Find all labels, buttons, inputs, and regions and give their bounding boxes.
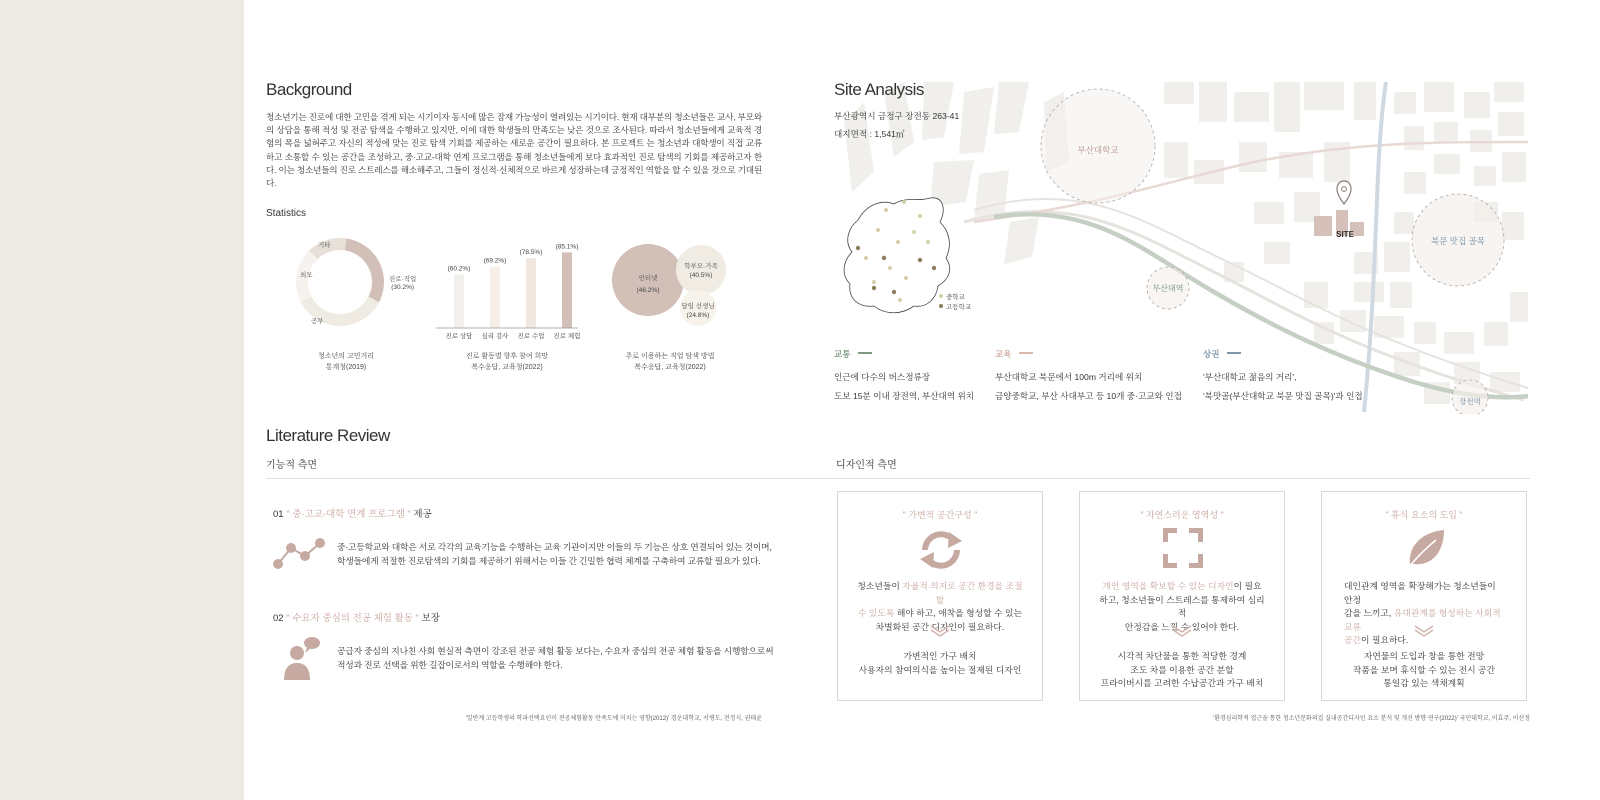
donut-caption-source: 통계청(2019) <box>325 364 367 371</box>
background-paragraph: 청소년기는 진로에 대한 고민을 겪게 되는 시기이자 동시에 많은 잠재 가능성이 열려있는 시기이다. 현재 대부분의 청소년들은 교사, 부모와의 상담을 통해 적성 및 전공 탐색을 수행하고 있지만, 이에 대한 학생들의 만족도는 낮은 것으로 조사된다. 따라서 청소년들에게 교육적 경험의 폭을 넓혀주고 자신의 적성에 맞는 진로 탐색 기회를 제공하는 새로운 공간이 필요하다. 본 프로젝트 는 청소년과 대학생이 직접 교류하고 소통할 수 있는 공간을 조성하고, 중·고교-대학 연계 프로그램을 통해 청소년들에게 보다 효과적인 진로 탐색의 기회를 제공하고자 한다. 이는 청소년들의 진로 스트레스를 해소해주고, 그들이 정신적·신체적으로 바르게 성장하는데 긍정적인 역할을 할 수 있을 것으로 기대된다. <box>266 112 762 189</box>
card-variable-h2: 수 있도록 <box>857 608 895 618</box>
chevron-down-icon <box>929 624 951 638</box>
bar-chart <box>432 240 582 346</box>
person-speech-icon <box>282 636 322 680</box>
transport-line2: 도보 15분 이내 장전역, 부산대역 위치 <box>834 391 975 401</box>
bubble-chart <box>606 238 736 338</box>
transport-title: 교통 <box>834 349 851 359</box>
bar <box>490 266 500 328</box>
transport-line1: 인근에 다수의 버스정류장 <box>834 372 931 382</box>
bubble-parents-name: 학부모·가족 <box>684 263 718 270</box>
site-category-education <box>995 344 1182 403</box>
functional-item-01-title <box>273 506 432 520</box>
donut-slice <box>345 238 384 302</box>
card-variable-b4: 차별화된 공간 디자인이 필요하다. <box>875 621 1005 632</box>
site-category-commerce <box>1203 344 1363 403</box>
bubble-teacher-name: 담임 선생님 <box>681 303 715 310</box>
card-rest-foot <box>1322 650 1526 691</box>
bar-caption-source: 복수응답, 교육청(2022) <box>471 364 543 371</box>
item-01-body-line1: 중·고등학교와 대학은 서로 각각의 교육기능을 수행하는 교육 기관이지만 이들의 두 기능은 상호 연결되어 있는 것이며, <box>337 542 772 552</box>
site-area: 대지면적 : 1,541㎡ <box>834 129 905 139</box>
site-category-transport <box>834 344 974 403</box>
map-label-univ: 부산대학교 <box>1077 145 1119 155</box>
map-label-station-busan: 부산대역 <box>1152 284 1184 293</box>
functional-heading: 기능적 측면 <box>266 460 318 471</box>
card-variable-line1 <box>856 580 1024 607</box>
card-variable-line2 <box>856 607 1024 621</box>
card-territory-f1: 시각적 차단물을 통한 적당한 경계 <box>1117 651 1247 661</box>
card-rest-f3: 통일감 있는 색채계획 <box>1383 678 1465 688</box>
functional-citation: '일반계 고등학생의 학과선택요인이 전공체험활동 만족도에 미치는 영향(2012)' 경운대학교, 서병도, 전정식, 권태윤 <box>465 716 762 722</box>
card-territory-f3: 프라이버시를 고려한 수납공간과 가구 배치 <box>1100 678 1264 688</box>
bubble-caption-title: 주로 이용하는 직업 탐색 방법 <box>625 353 715 360</box>
design-heading: 디자인적 측면 <box>836 460 897 471</box>
legend-high-label: 고등학교 <box>946 304 972 311</box>
bubble-parents-pct: (40.5%) <box>689 272 713 279</box>
card-territory-foot <box>1080 650 1284 691</box>
donut-label-career-pct: (30.2%) <box>391 284 415 291</box>
item-01-highlight: " 중·고교-대학 연계 프로그램 " <box>286 509 411 520</box>
functional-item-02-title <box>273 610 440 624</box>
bar <box>562 252 572 328</box>
bar-category-label: 진로 체험 <box>553 333 581 340</box>
literature-divider <box>266 478 1530 479</box>
education-title: 교육 <box>995 349 1012 359</box>
design-card-territory <box>1079 491 1285 701</box>
bar-caption <box>447 351 567 373</box>
legend-middle-label: 중학교 <box>946 294 965 301</box>
item-01-body <box>337 541 777 568</box>
donut-caption <box>296 351 396 373</box>
left-margin-band <box>0 0 244 800</box>
item-02-body <box>337 645 777 672</box>
item-02-suffix: 보장 <box>418 613 440 624</box>
bar-category-label: 진로 수업 <box>517 333 545 340</box>
education-line1: 부산대학교 북문에서 100m 거리에 위치 <box>995 372 1143 382</box>
bar-category-label: 진로 상담 <box>445 333 473 340</box>
item-02-body-line1: 공급자 중심의 지나친 사회 현실적 측면이 강조된 전공 체험 활동 보다는, 수요자 중심의 전공 체험 활동을 시행함으로써 <box>337 646 774 656</box>
commerce-line <box>1227 352 1241 354</box>
item-01-num: 01 <box>273 509 284 520</box>
card-variable-b1: 청소년들이 <box>857 581 903 591</box>
card-rest-title: " 휴식 요소의 도입 " <box>1385 510 1463 520</box>
transport-line <box>858 352 872 354</box>
bubble-label-internet <box>630 273 666 297</box>
card-rest-f1: 자연물의 도입과 창을 통한 전망 <box>1363 651 1485 661</box>
card-rest-c4: 이 필요하다. <box>1361 635 1409 645</box>
literature-title: Literature Review <box>266 426 390 445</box>
card-rest-c2: 유대관계를 형성하는 사회적 교류 <box>1344 608 1501 632</box>
item-02-highlight: " 수요자 중심의 전공 체험 활동 " <box>286 613 419 624</box>
commerce-line1: '부산대학교 젊음의 거리', <box>1203 372 1297 382</box>
card-variable-f2: 사용자의 참여의식을 높이는 절제된 디자인 <box>858 664 1022 675</box>
card-territory-title: " 자연스러운 영역성 " <box>1140 510 1224 520</box>
leaf-icon <box>1404 526 1448 570</box>
bar-category-label: 심리 검사 <box>481 333 509 340</box>
legend-high-dot <box>939 304 943 308</box>
design-citation: '환경심리학적 접근을 통한 청소년문화의집 실내공간디자인 요소 분석 및 개선 방향 연구(2022)' 국민대학교, 이효주, 이선정 <box>1212 716 1530 722</box>
card-territory-h1: 개인 영역을 확보할 수 있는 디자인 <box>1102 581 1234 591</box>
card-variable-title: " 가변적 공간구성 " <box>902 510 978 520</box>
bar <box>454 274 464 328</box>
donut-label-career <box>389 276 416 292</box>
site-pin-icon <box>1337 181 1351 204</box>
statistics-title: Statistics <box>266 208 307 219</box>
map-label-food-alley: 북문 맛집 골목 <box>1431 236 1485 246</box>
card-rest-c1: 감을 느끼고, <box>1344 608 1394 618</box>
card-rest-c3: 공간 <box>1344 635 1361 645</box>
bubble-caption-source: 복수응답, 교육청(2022) <box>634 364 706 371</box>
chevron-down-icon <box>1171 624 1193 638</box>
chevron-down-icon <box>1413 624 1435 638</box>
card-variable-foot <box>838 650 1042 677</box>
design-card-rest <box>1321 491 1527 701</box>
card-territory-b2: 이 필요 <box>1233 581 1262 591</box>
bubble-internet-name: 인터넷 <box>638 275 658 282</box>
card-variable-f1: 가변적인 가구 배치 <box>903 651 977 661</box>
card-territory-b3: 하고, 청소년들이 스트레스를 통제하여 심리적 <box>1099 594 1265 618</box>
network-graph-icon <box>272 536 328 570</box>
card-territory-b4: 안정감을 느낄 수 있어야 한다. <box>1124 621 1240 632</box>
bar-value-label: (78.5%) <box>519 249 543 257</box>
donut-label-career-name: 진로·직업 <box>389 276 417 283</box>
card-variable-h1: 자율적 의지로 공간 환경을 조절할 <box>902 581 1023 605</box>
education-line2: 금양중학교, 부산 사대부고 등 10개 중·고교와 인접 <box>995 391 1182 401</box>
donut-caption-title: 청소년의 고민거리 <box>317 353 375 360</box>
bar <box>526 258 536 328</box>
refresh-cycle-icon <box>916 528 966 572</box>
corners-frame-icon <box>1163 528 1203 568</box>
district-outline <box>844 198 950 313</box>
donut-label-etc: 기타 <box>318 242 331 249</box>
bubble-label-teacher <box>677 302 719 320</box>
bar-value-label: (60.2%) <box>447 265 471 273</box>
item-01-suffix: 제공 <box>410 509 432 520</box>
card-rest-f2: 작품을 보며 휴식할 수 있는 전시 공간 <box>1352 664 1496 675</box>
card-variable-b3: 해야 하고, 애착을 형성할 수 있는 <box>894 608 1023 618</box>
education-line <box>1019 352 1033 354</box>
bubble-internet-pct: (46.2%) <box>636 287 660 294</box>
site-title: Site Analysis <box>834 80 924 99</box>
bubble-teacher-pct: (24.8%) <box>686 312 710 319</box>
bar-value-label: (85.1%) <box>555 243 579 251</box>
background-title: Background <box>266 80 352 99</box>
map-label-jangjeon: 장전역 <box>1459 397 1481 406</box>
card-rest-b1: 대인관계 영역을 확장해가는 청소년들이 안정 <box>1344 581 1496 605</box>
item-02-num: 02 <box>273 613 284 624</box>
bubble-caption <box>610 351 730 373</box>
donut-label-study: 공부 <box>311 318 324 325</box>
card-territory-line1 <box>1098 580 1266 594</box>
design-card-variable <box>837 491 1043 701</box>
item-02-body-line2: 적성과 진로 선택을 위한 길잡이로서의 역할을 수행해야 한다. <box>337 659 563 670</box>
site-address: 부산광역시 금정구 장전동 263-41 <box>834 111 960 121</box>
card-territory-f2: 조도 차를 이용한 공간 분할 <box>1130 664 1234 675</box>
bar-value-label: (69.2%) <box>483 257 507 265</box>
bubble-label-parents <box>680 262 722 280</box>
legend-middle-dot <box>939 294 943 298</box>
item-01-body-line2: 학생들에게 적절한 진로탐색의 기회를 제공하기 위해서는 이들 간 긴밀한 협력 체계를 구축하여 교류할 필요가 있다. <box>337 555 761 566</box>
donut-label-appearance: 외모 <box>300 272 313 279</box>
map-label-site: SITE <box>1336 230 1354 239</box>
commerce-title: 상권 <box>1203 349 1220 359</box>
map-river <box>1364 82 1386 412</box>
commerce-line2: '북맛골(부산대학교 북문 맛집 골목)'과 인접 <box>1203 391 1363 401</box>
bar-caption-title: 진로 활동별 향후 참여 희망 <box>465 353 549 360</box>
